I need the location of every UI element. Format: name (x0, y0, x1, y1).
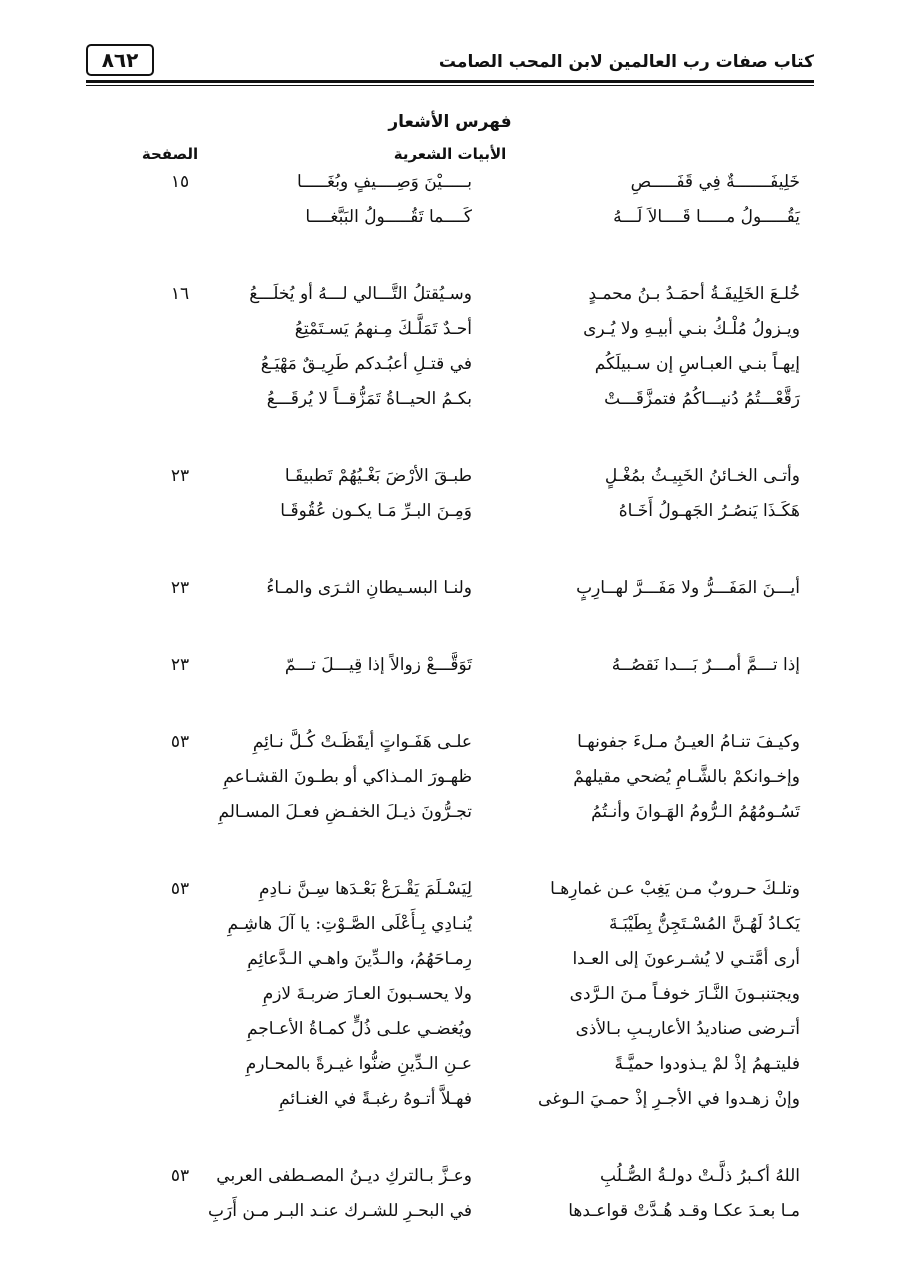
verse-second-hemistich: لِيَسْـلَمَ يَقْـرَعْ بَعْـدَها سِـنَّ نـادِمِ (259, 879, 472, 899)
verse-line (100, 385, 800, 420)
verse-first-hemistich: أيـــنَ المَفَـــرُّ ولا مَفَـــرَّ لهــارِبٍ (576, 578, 800, 598)
verse-line (100, 1050, 800, 1085)
header-rule-thick (86, 80, 814, 83)
page-reference: ٥٣ (170, 732, 190, 752)
verse-first-hemistich: خُلـعَ الخَلِيفَـةُ أحمَـدُ بـنُ محمـدٍ (588, 284, 800, 304)
verse-first-hemistich: أتـرضى صناديدُ الأعاريـبِ بـالأذى (575, 1019, 800, 1039)
verse-line (100, 280, 800, 315)
verse-second-hemistich: تجـرُّونَ ذيـلَ الخفـضِ فعـلَ المسـالمِ (218, 802, 472, 822)
verse-first-hemistich: يَقُـــــولُ مـــــا قَــــالاَ لَـــهُ (613, 207, 800, 227)
verse-second-hemistich: رِمـاحَهُمُ، والـدِّينَ واهـي الـدَّعائِمِ (247, 949, 472, 969)
verse-line (100, 1085, 800, 1120)
poem-entry (100, 462, 800, 532)
page-reference: ٢٣ (170, 655, 190, 675)
verse-first-hemistich: رَقَّعْـــتُمُ دُنيـــاكُمُ فتمزَّقَـــتْ (604, 389, 800, 409)
verse-first-hemistich: خَلِيفَـــــــةٌ فِي قَفَـــــصِ (630, 172, 800, 192)
verse-first-hemistich: إذا تـــمَّ أمـــرٌ بَـــدا نَقصُــهُ (611, 655, 800, 675)
verse-line (100, 945, 800, 980)
verse-first-hemistich: تَسُـومُهُمُ الـرُّومُ الهَـوانَ وأنـتُمُ (591, 802, 800, 822)
verse-first-hemistich: أرى أمَّتـي لا يُشـرعونَ إلى العـدا (572, 949, 800, 969)
verse-first-hemistich: وكيـفَ تنـامُ العيـنُ مـلءَ جفونهـا (577, 732, 800, 752)
verse-line (100, 651, 800, 686)
poem-entry (100, 1162, 800, 1232)
verse-first-hemistich: يَكـادُ لَهُـنَّ المُسْـتَجِنُّ بِطَيْبَـةَ (609, 914, 800, 934)
verse-line (100, 798, 800, 833)
poem-entry (100, 168, 800, 238)
verse-line (100, 203, 800, 238)
verse-first-hemistich: إيهـاً بنـي العبـاسِ إن سـبيلَكُم (594, 354, 800, 374)
verse-line (100, 1162, 800, 1197)
verse-first-hemistich: وإنْ زهـدوا في الأجـرِ إذْ حمـيَ الـوغى (538, 1089, 800, 1109)
verse-first-hemistich: ويجتنبـونَ النَّـارَ خوفـاً مـنَ الـرَّدى (569, 984, 800, 1004)
verse-line (100, 1015, 800, 1050)
verse-second-hemistich: أحـدٌ تَمَلَّـكَ مِـنهمُ يَسـتَمْتِعُ (294, 319, 472, 339)
verse-first-hemistich: وإخـوانكمْ بالشَّـامِ يُضحي مقيلهمْ (573, 767, 800, 787)
verse-line (100, 462, 800, 497)
verse-line (100, 910, 800, 945)
verse-second-hemistich: بكـمُ الحيــاةُ تَمَزُّقــاً لا يُرقَـــعُ (266, 389, 472, 409)
poem-entry (100, 651, 800, 686)
page-reference: ٥٣ (170, 1166, 190, 1186)
verse-line (100, 875, 800, 910)
verse-second-hemistich: يُنـادِي بِـأَعْلَى الصَّـوْتِ: يا آلَ هاشِـمِ (227, 914, 472, 934)
verse-line (100, 497, 800, 532)
column-header-page: الصفحة (141, 145, 199, 163)
verse-second-hemistich: بـــــيْنَ وَصِــــيفٍ وبُغَـــــا (296, 172, 472, 192)
verse-second-hemistich: وَمِـنَ البـرِّ مَـا يكـون عُقُوقَـا (280, 501, 472, 521)
verse-first-hemistich: وأتـى الخـائنُ الخَبِيـثُ بمُغْـلٍ (604, 466, 800, 486)
verse-second-hemistich: ولنـا البسـيطانِ الثـرَى والمـاءُ (266, 578, 472, 598)
verse-second-hemistich: طبـقَ الأرْضَ بَغْـيُهُمْ تَطبيقَـا (284, 466, 472, 486)
verse-second-hemistich: عـنِ الـدِّينِ ضنُّوا غيـرةً بالمحـارمِ (245, 1054, 472, 1074)
verse-second-hemistich: فهـلاَّ أتـوهُ رغبـةً في الغنـائمِ (279, 1089, 472, 1109)
verse-second-hemistich: ظهـورَ المـذاكي أو بطـونَ القشـاعمِ (223, 767, 472, 787)
verse-second-hemistich: تَوَقَّـــعْ زوالاً إذا قِيـــلَ تـــمّ (284, 655, 472, 675)
verse-first-hemistich: اللهُ أكـبرُ ذلَّـتْ دولـةُ الصُّـلُبِ (600, 1166, 800, 1186)
poem-entry (100, 574, 800, 609)
verse-line (100, 168, 800, 203)
verse-line (100, 980, 800, 1015)
verse-line (100, 728, 800, 763)
verse-line (100, 574, 800, 609)
poetry-index-list (100, 168, 800, 1274)
verse-line (100, 763, 800, 798)
verse-line (100, 315, 800, 350)
header-rule-thin (86, 85, 814, 86)
verse-second-hemistich: ويُغضـي علـى ذُلٍّ كمـاةُ الأعـاجمِ (246, 1019, 472, 1039)
verse-first-hemistich: هَكَـذَا يَنصُـرُ الجَهـولُ أَخَـاهُ (618, 501, 800, 521)
verse-second-hemistich: في قتـلِ أعبُـدكم طَرِيـقٌ مَهْيَـعُ (260, 354, 472, 374)
verse-first-hemistich: فليتـهمُ إذْ لمْ يـذودوا حميَّـةً (614, 1054, 800, 1074)
verse-first-hemistich: ويـزولُ مُلْـكُ بنـي أبيـهِ ولا يُـرى (583, 319, 800, 339)
poem-entry (100, 280, 800, 420)
page-reference: ٥٣ (170, 879, 190, 899)
index-title: فهرس الأشعار (388, 112, 512, 132)
verse-second-hemistich: في البحـرِ للشـرك عنـد البـر مـن أَرَبِ (208, 1201, 472, 1221)
column-header-verses: الأبيات الشعرية (393, 145, 507, 163)
page-reference: ٢٣ (170, 466, 190, 486)
verse-second-hemistich: وسـيُقتلُ التَّـــالي لـــهُ أو يُخلَـــعُ (249, 284, 472, 304)
page-reference: ١٦ (170, 284, 190, 304)
verse-second-hemistich: ولا يحسـبونَ العـارَ ضربـةَ لازمِ (262, 984, 472, 1004)
verse-second-hemistich: وعـزَّ بـالتركِ ديـنُ المصـطفى العربي (216, 1166, 472, 1186)
poem-entry (100, 875, 800, 1120)
page-reference: ٢٣ (170, 578, 190, 598)
page-reference: ١٥ (170, 172, 190, 192)
verse-line (100, 350, 800, 385)
verse-line (100, 1197, 800, 1232)
book-title: كتاب صفات رب العالمين لابن المحب الصامت (438, 52, 814, 72)
verse-second-hemistich: كَــــما تَقُـــــولُ البَبَّغــــا (305, 207, 472, 227)
verse-second-hemistich: علـى هَفَـواتٍ أيقَظَـتْ كُـلَّ نـائِمِ (252, 732, 472, 752)
verse-first-hemistich: مـا بعـدَ عكـا وقـد هُـدَّتْ قواعـدها (568, 1201, 800, 1221)
page-number: ٨٦٢ (86, 44, 154, 76)
verse-first-hemistich: وتلـكَ حـروبٌ مـن يَغِبْ عـن غمارِهـا (550, 879, 800, 899)
running-header (86, 44, 814, 84)
poem-entry (100, 728, 800, 833)
